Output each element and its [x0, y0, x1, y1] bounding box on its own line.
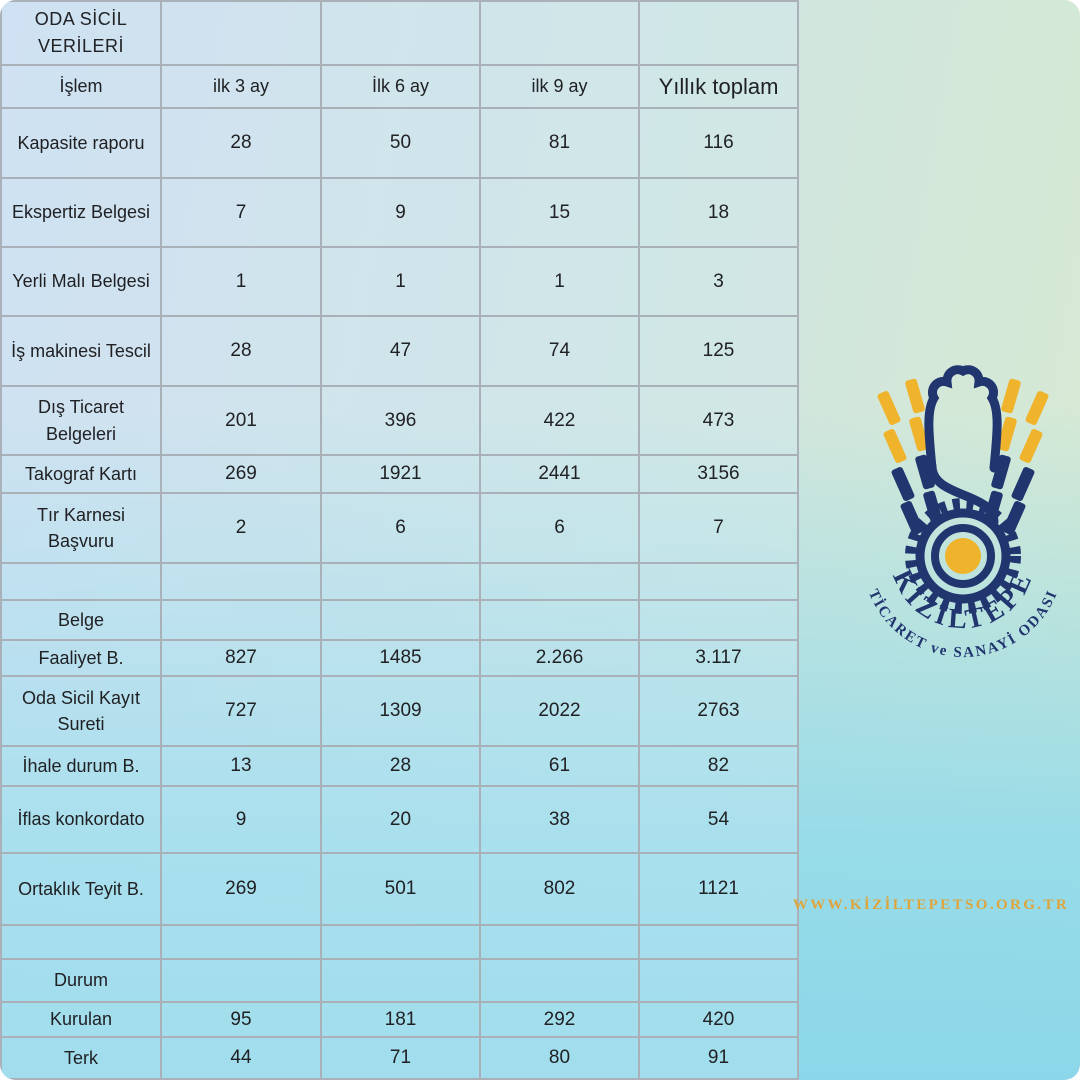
row-label-cell: Tır Karnesi Başvuru	[1, 493, 161, 563]
value-cell	[161, 600, 321, 640]
value-cell	[161, 959, 321, 1002]
value-cell: 827	[161, 640, 321, 676]
value-cell: 269	[161, 455, 321, 493]
value-cell: 473	[639, 386, 798, 455]
value-cell: 91	[639, 1037, 798, 1079]
logo-subtitle-text: TİCARET ve SANAYİ ODASI	[864, 587, 1062, 662]
gear-center-dot	[945, 538, 981, 574]
value-cell: 7	[639, 493, 798, 563]
value-cell: 20	[321, 786, 480, 853]
table-body	[1, 108, 798, 1079]
row-label-cell: Yerli Malı Belgesi	[1, 247, 161, 316]
value-cell: 2441	[480, 455, 639, 493]
value-cell	[321, 925, 480, 959]
value-cell: 9	[321, 178, 480, 247]
table-row	[1, 786, 798, 853]
empty-header-cell	[639, 1, 798, 65]
value-cell: 28	[321, 746, 480, 786]
dome-icon	[929, 370, 997, 468]
website-url: WWW.KİZİLTEPETSO.ORG.TR	[792, 897, 1070, 913]
value-cell	[321, 563, 480, 600]
value-cell	[639, 925, 798, 959]
table-row	[1, 746, 798, 786]
table-row	[1, 178, 798, 247]
value-cell	[480, 563, 639, 600]
table-row	[1, 316, 798, 386]
value-cell: 54	[639, 786, 798, 853]
value-cell: 125	[639, 316, 798, 386]
value-cell	[480, 959, 639, 1002]
value-cell: 269	[161, 853, 321, 925]
value-cell: 74	[480, 316, 639, 386]
value-cell: 6	[321, 493, 480, 563]
table-row	[1, 1037, 798, 1079]
value-cell: 396	[321, 386, 480, 455]
value-cell: 2763	[639, 676, 798, 746]
value-cell: 727	[161, 676, 321, 746]
col-header-ilk6ay: İlk 6 ay	[321, 65, 480, 108]
row-label-cell: Faaliyet B.	[1, 640, 161, 676]
value-cell: 1121	[639, 853, 798, 925]
row-label-cell: Durum	[1, 959, 161, 1002]
row-label-cell: Kurulan	[1, 1002, 161, 1037]
value-cell: 2	[161, 493, 321, 563]
value-cell: 2022	[480, 676, 639, 746]
col-header-ilk3ay: ilk 3 ay	[161, 65, 321, 108]
value-cell: 6	[480, 493, 639, 563]
value-cell: 50	[321, 108, 480, 178]
value-cell: 1	[161, 247, 321, 316]
value-cell	[161, 563, 321, 600]
value-cell: 13	[161, 746, 321, 786]
value-cell: 3.117	[639, 640, 798, 676]
value-cell: 201	[161, 386, 321, 455]
value-cell: 1485	[321, 640, 480, 676]
table-title-row	[1, 1, 798, 65]
value-cell: 1921	[321, 455, 480, 493]
table-row	[1, 959, 798, 1002]
row-label-cell: Ortaklık Teyit B.	[1, 853, 161, 925]
row-label-cell	[1, 563, 161, 600]
table-row	[1, 455, 798, 493]
value-cell: 71	[321, 1037, 480, 1079]
value-cell: 802	[480, 853, 639, 925]
row-label-cell: Takograf Kartı	[1, 455, 161, 493]
table-row	[1, 493, 798, 563]
value-cell: 7	[161, 178, 321, 247]
table-row	[1, 247, 798, 316]
col-header-islem: İşlem	[1, 65, 161, 108]
table-title: ODA SİCİL VERİLERİ	[1, 1, 161, 65]
value-cell	[321, 959, 480, 1002]
empty-header-cell	[480, 1, 639, 65]
table-row	[1, 563, 798, 600]
row-label-cell: Dış Ticaret Belgeleri	[1, 386, 161, 455]
col-header-yillik-toplam: Yıllık toplam	[639, 65, 798, 108]
value-cell: 2.266	[480, 640, 639, 676]
column-header-row	[1, 65, 798, 108]
logo-name-text: KIZILTEPE	[886, 564, 1040, 636]
value-cell	[639, 959, 798, 1002]
value-cell: 95	[161, 1002, 321, 1037]
value-cell: 292	[480, 1002, 639, 1037]
row-label-cell: Kapasite raporu	[1, 108, 161, 178]
empty-header-cell	[161, 1, 321, 65]
value-cell	[321, 600, 480, 640]
value-cell: 3	[639, 247, 798, 316]
row-label-cell: Ekspertiz Belgesi	[1, 178, 161, 247]
value-cell: 420	[639, 1002, 798, 1037]
value-cell	[480, 925, 639, 959]
row-label-cell: Belge	[1, 600, 161, 640]
value-cell: 80	[480, 1037, 639, 1079]
value-cell: 44	[161, 1037, 321, 1079]
value-cell: 1	[480, 247, 639, 316]
table-row	[1, 1002, 798, 1037]
value-cell: 181	[321, 1002, 480, 1037]
value-cell: 61	[480, 746, 639, 786]
row-label-cell: İflas konkordato	[1, 786, 161, 853]
value-cell: 15	[480, 178, 639, 247]
row-label-cell: Oda Sicil Kayıt Sureti	[1, 676, 161, 746]
value-cell: 422	[480, 386, 639, 455]
table-row	[1, 640, 798, 676]
value-cell: 3156	[639, 455, 798, 493]
value-cell: 81	[480, 108, 639, 178]
value-cell	[639, 563, 798, 600]
value-cell: 38	[480, 786, 639, 853]
value-cell	[480, 600, 639, 640]
value-cell: 9	[161, 786, 321, 853]
value-cell: 28	[161, 108, 321, 178]
value-cell: 82	[639, 746, 798, 786]
value-cell: 1309	[321, 676, 480, 746]
table-row	[1, 108, 798, 178]
table-row	[1, 676, 798, 746]
row-label-cell: Terk	[1, 1037, 161, 1079]
value-cell: 47	[321, 316, 480, 386]
value-cell: 1	[321, 247, 480, 316]
value-cell: 116	[639, 108, 798, 178]
table-row	[1, 925, 798, 959]
value-cell: 18	[639, 178, 798, 247]
col-header-ilk9ay: ilk 9 ay	[480, 65, 639, 108]
row-label-cell: İş makinesi Tescil	[1, 316, 161, 386]
chamber-logo	[858, 356, 1068, 686]
value-cell	[161, 925, 321, 959]
table-row	[1, 600, 798, 640]
table-row	[1, 853, 798, 925]
empty-header-cell	[321, 1, 480, 65]
table-row	[1, 386, 798, 455]
value-cell: 501	[321, 853, 480, 925]
value-cell: 28	[161, 316, 321, 386]
row-label-cell: İhale durum B.	[1, 746, 161, 786]
row-label-cell	[1, 925, 161, 959]
value-cell	[639, 600, 798, 640]
